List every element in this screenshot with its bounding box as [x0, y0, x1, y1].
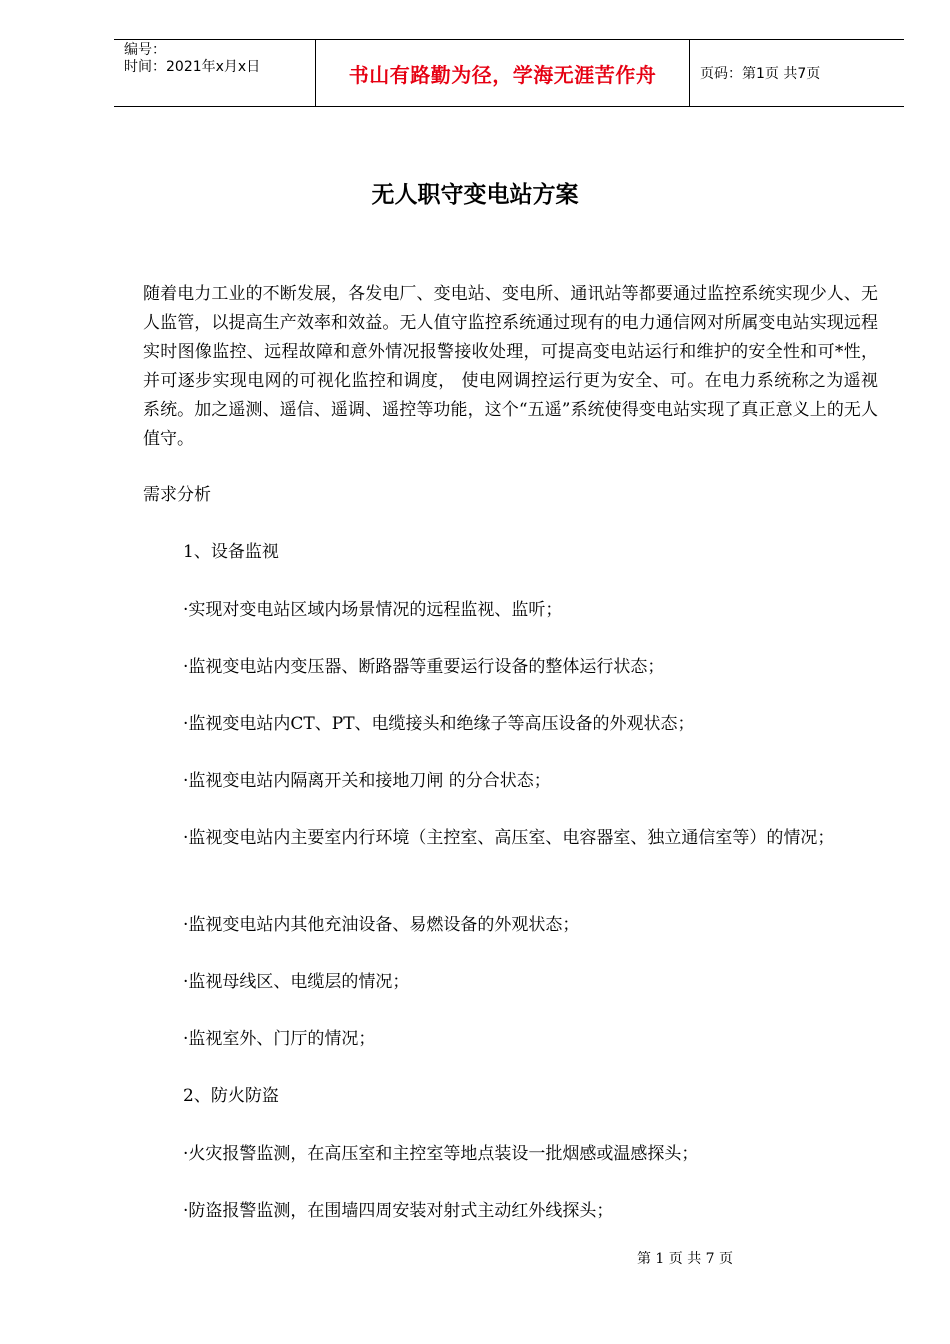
- document-time-label: 时间：2021年x月x日: [124, 59, 261, 75]
- header-motto: 书山有路勤为径，学海无涯苦作舟: [348, 62, 657, 87]
- section-heading: 需求分析: [143, 485, 211, 505]
- document-body: [143, 280, 878, 454]
- header-motto-cell: [316, 40, 690, 106]
- list-item: ·火灾报警监测，在高压室和主控室等地点装设一批烟感或温感探头；: [183, 1144, 699, 1164]
- page-footer: [0, 1248, 950, 1268]
- document-number-label: 编号：: [124, 42, 166, 58]
- document-title: 无人职守变电站方案: [371, 181, 579, 208]
- list-item: ·防盗报警监测，在围墙四周安装对射式主动红外线探头；: [183, 1201, 614, 1221]
- header-page-info: 页码：第1页 共7页: [700, 66, 821, 82]
- list-item: ·实现对变电站区域内场景情况的远程监视、监听；: [183, 600, 563, 620]
- header-meta: [114, 40, 316, 106]
- footer-page-number: 第 1 页 共 7 页: [636, 1251, 734, 1267]
- intro-paragraph: 随着电力工业的不断发展，各发电厂、变电站、变电所、通讯站等都要通过监控系统实现少人、无人监管，以提高生产效率和效益。无人值守监控系统通过现有的电力通信网对所属变电站实现远程实时图像监控、远程故障和意外情况报警接收处理，可提高变电站运行和维护的安全性和可*性， 并可逐步实现电网的可视化监控和调度， 使电网调控运行更为安全、可。在电力系统称之为遥视系统。加之遥测、遥信、遥调、遥控等功能，这个“五遥”系统使得变电站实现了真正意义上的无人值守。: [143, 284, 878, 449]
- list-item: ·监视变电站内变压器、断路器等重要运行设备的整体运行状态；: [183, 657, 665, 677]
- list-item: ·监视变电站内CT、PT、电缆接头和绝缘子等高压设备的外观状态；: [183, 714, 695, 734]
- list-item: ·监视变电站内隔离开关和接地刀闸 的分合状态；: [183, 771, 551, 791]
- list-item: ·监视室外、门厅的情况；: [183, 1029, 376, 1049]
- subsection-heading: 2、防火防盗: [183, 1086, 279, 1106]
- list-item: ·监视变电站内主要室内行环境（主控室、高压室、电容器室、独立通信室等）的情况；: [183, 828, 835, 848]
- list-item: ·监视母线区、电缆层的情况；: [183, 972, 410, 992]
- list-item: ·监视变电站内其他充油设备、易燃设备的外观状态；: [183, 915, 580, 935]
- subsection-heading: 1、设备监视: [183, 542, 279, 562]
- document-header: [114, 39, 904, 107]
